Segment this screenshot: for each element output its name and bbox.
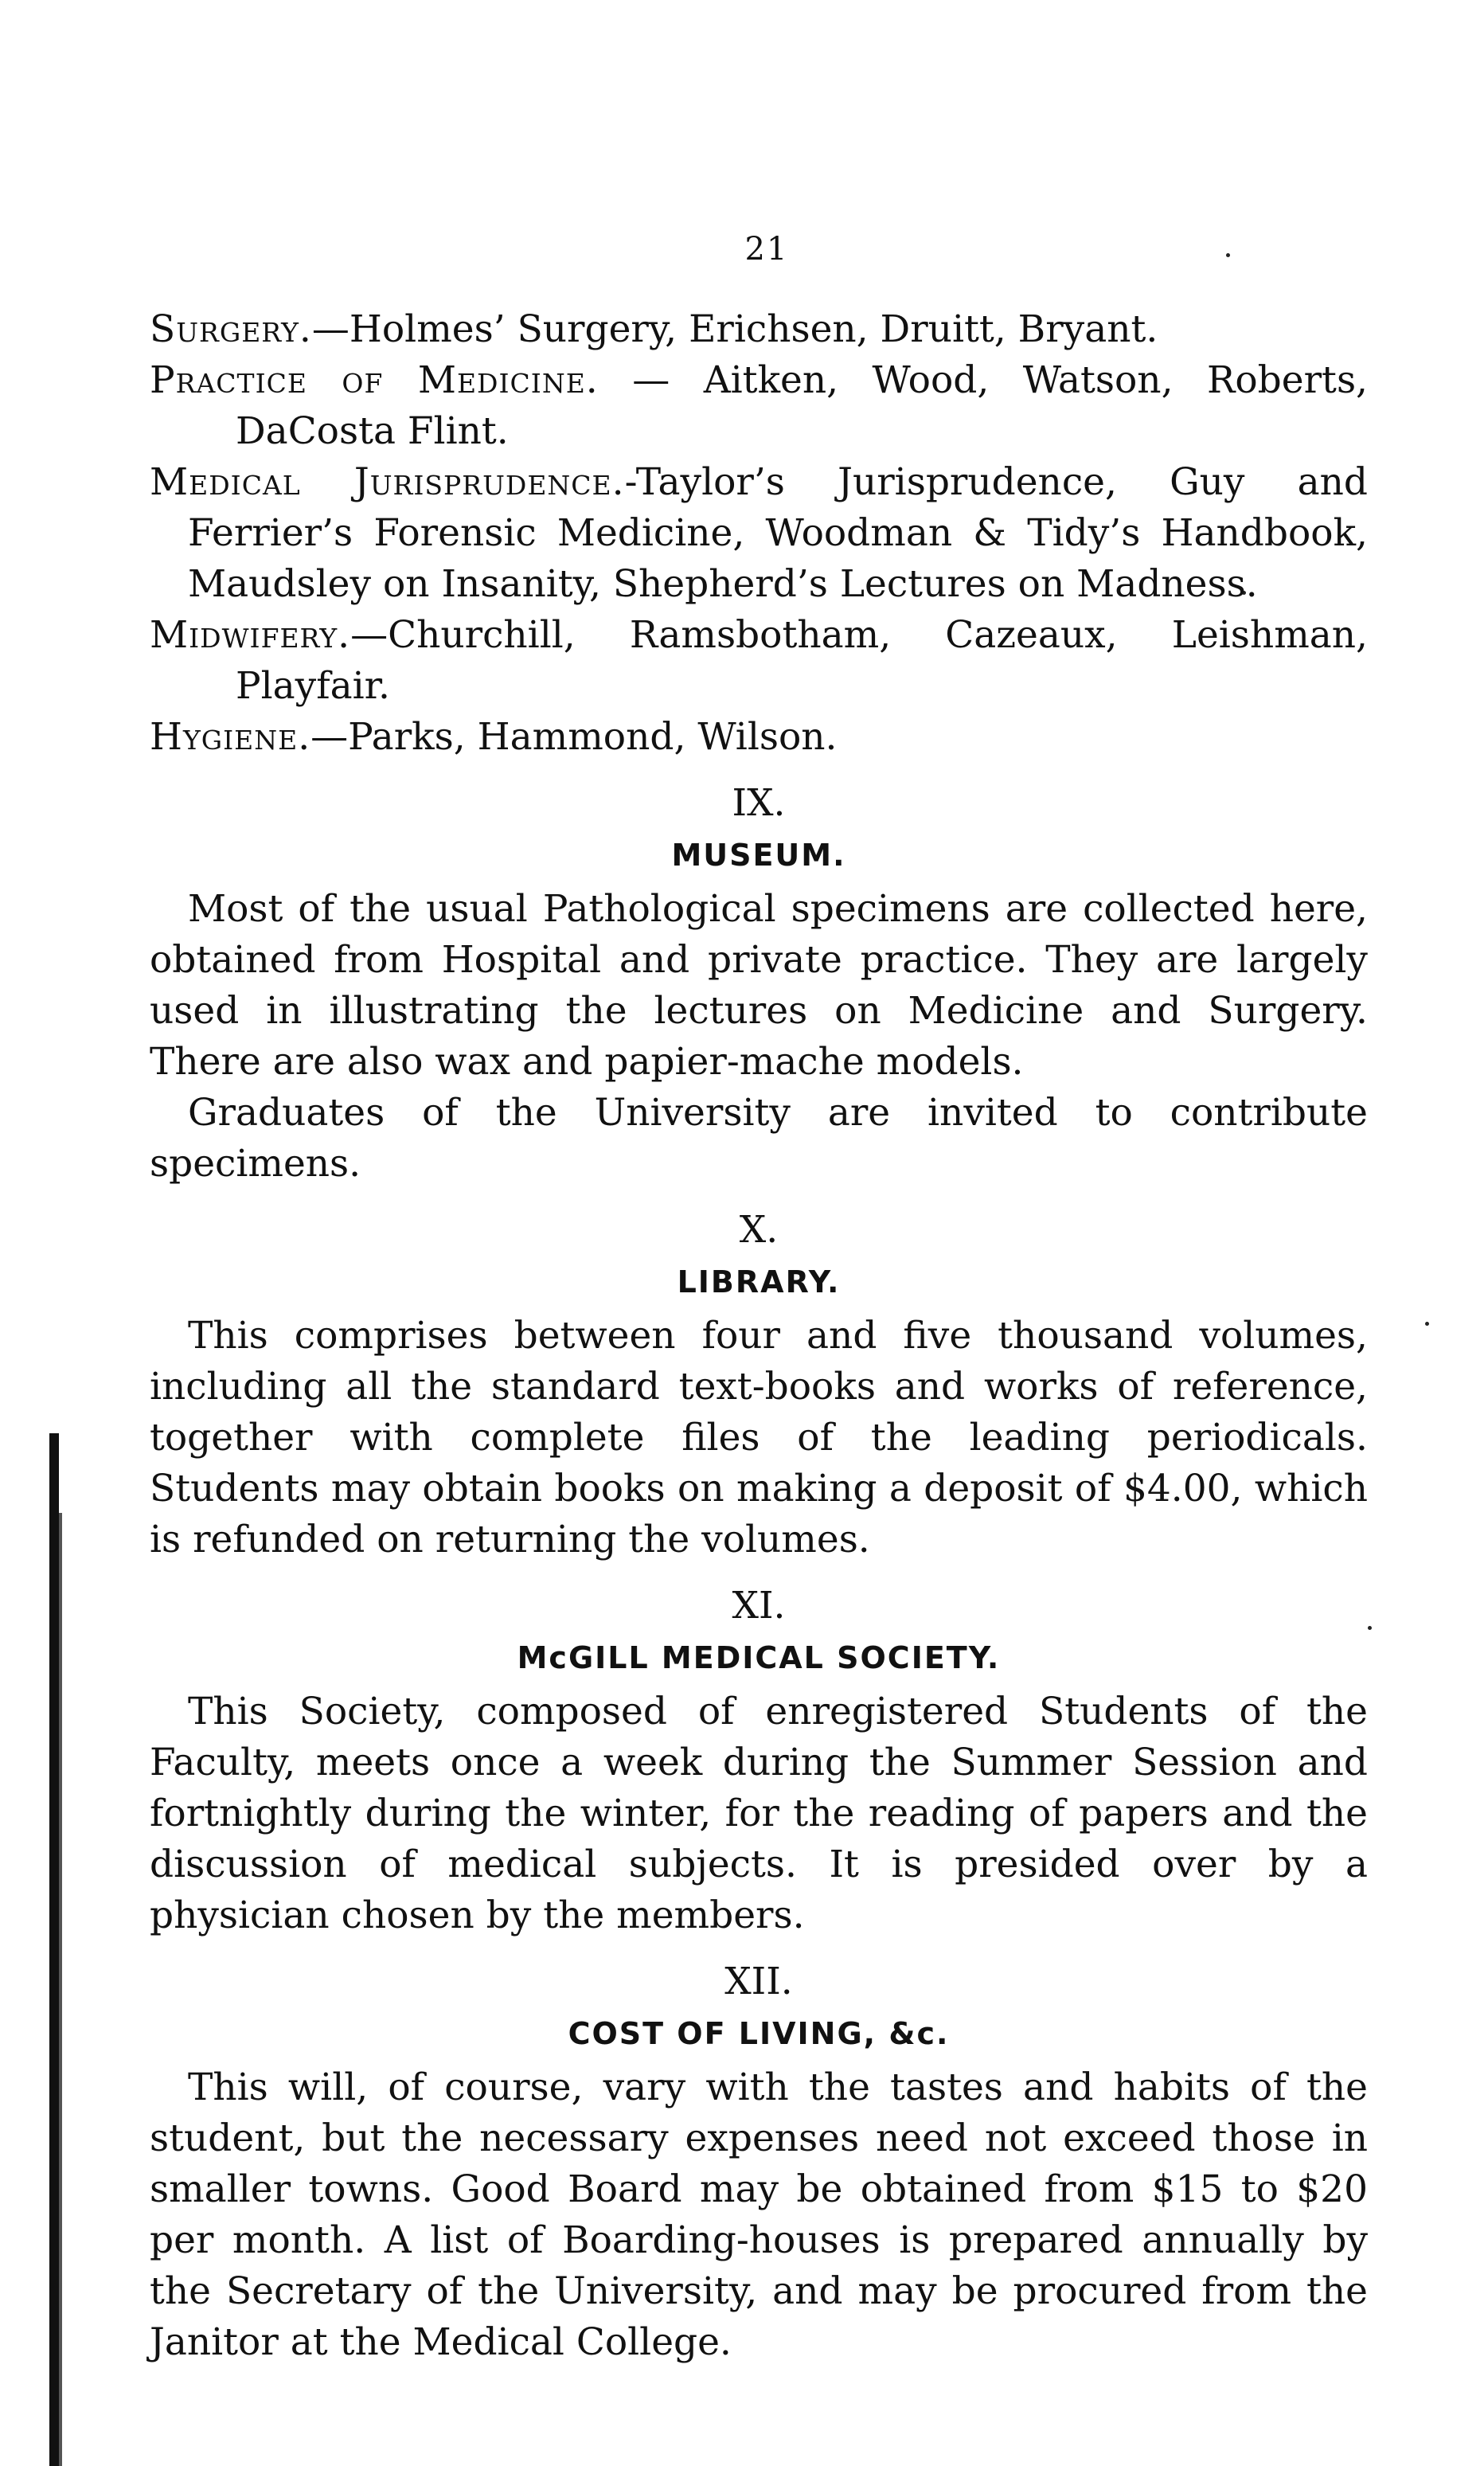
textbook-entry-surgery <box>150 304 1368 355</box>
print-speck <box>1368 1626 1372 1630</box>
entry-heading: Midwifery. <box>150 613 351 657</box>
section-title: LIBRARY. <box>677 1264 841 1299</box>
section-number: XI. <box>732 1584 786 1628</box>
section-museum <box>150 777 1368 1190</box>
entry-text: -Taylor’s Jurisprudence, Guy and Ferrier’s Forensic Medicine, Woodman & Tidy’s Handbook, Maudsley on Insanity, Shepherd’s Lectures on Madness. <box>188 460 1368 606</box>
document-page <box>150 231 1368 2368</box>
section-title: COST OF LIVING, &c. <box>568 2016 950 2051</box>
textbook-entry-medical-jurisprudence <box>150 457 1368 610</box>
section-title: McGILL MEDICAL SOCIETY. <box>517 1640 1001 1675</box>
page-binding-edge <box>49 1433 59 2466</box>
entry-text: —Parks, Hammond, Wilson. <box>310 715 838 759</box>
section-paragraph: This Society, composed of enregistered Students of the Faculty, meets once a week during the Summer Session and fortnightly during the winter, for the reading of papers and the discussion of medical subjects. It is presided over by a physician chosen by the members. <box>150 1690 1368 1937</box>
entry-heading: Medical Jurisprudence. <box>150 460 625 504</box>
textbook-list <box>150 304 1368 763</box>
section-paragraph: Graduates of the University are invited to contribute specimens. <box>150 1091 1368 1186</box>
entry-text: — Aitken, Wood, Watson, Roberts, DaCosta Flint. <box>236 358 1368 453</box>
textbook-entry-hygiene <box>150 712 1368 763</box>
entry-heading: Hygiene. <box>150 715 311 759</box>
page-binding-shadow <box>59 1513 62 2466</box>
section-paragraph: Most of the usual Pathological specimens are collected here, obtained from Hospital and private practice. They are largely used in illustrating the lectures on Medicine and Surgery. There are also wax and papier-mache models. <box>150 887 1368 1084</box>
textbook-entry-midwifery <box>150 610 1368 712</box>
section-cost-of-living <box>150 1956 1368 2368</box>
section-title: MUSEUM. <box>671 838 846 873</box>
page-number: 21 <box>744 231 789 268</box>
section-medical-society <box>150 1580 1368 1941</box>
entry-text: —Churchill, Ramsbotham, Cazeaux, Leishman, Playfair. <box>236 613 1368 708</box>
section-number: XII. <box>724 1960 793 2003</box>
section-paragraph: This comprises between four and five thousand volumes, including all the standard text-books and works of reference, together with complete files of the leading periodicals. Students may obtain books on making a deposit of $4.00, which is refunded on returning the volumes. <box>150 1314 1368 1561</box>
entry-text: —Holmes’ Surgery, Erichsen, Druitt, Bryant. <box>311 307 1158 351</box>
entry-heading: Surgery. <box>150 307 312 351</box>
section-number: X. <box>739 1208 779 1252</box>
textbook-entry-practice-of-medicine <box>150 355 1368 457</box>
entry-heading: Practice of Medicine. <box>150 358 599 402</box>
section-paragraph: This will, of course, vary with the tastes and habits of the student, but the necessary expenses need not exceed those in smaller towns. Good Board may be obtained from $15 to $20 per month. A list of Boarding-houses is prepared annually by the Secretary of the University, and may be procured from the Janitor at the Medical College. <box>150 2065 1368 2364</box>
section-library <box>150 1204 1368 1565</box>
print-speck <box>1425 1322 1429 1326</box>
section-number: IX. <box>732 781 786 825</box>
